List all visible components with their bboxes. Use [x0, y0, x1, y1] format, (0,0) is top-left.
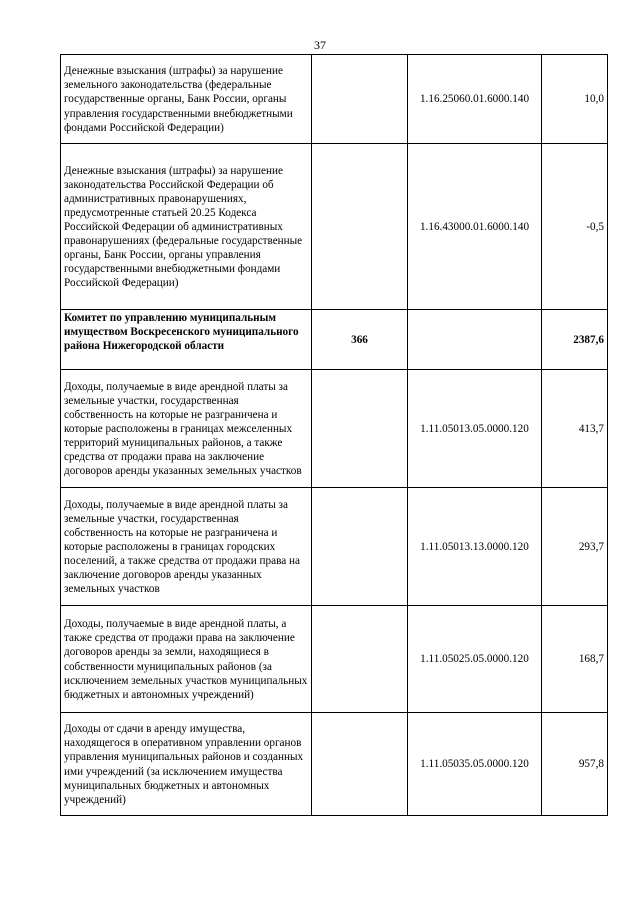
table-row	[61, 713, 608, 816]
row-amount: 957,8	[542, 713, 608, 816]
row-budget-code: 1.11.05013.13.0000.120	[408, 488, 542, 606]
row-budget-code	[408, 310, 542, 370]
row-admin-code	[312, 144, 408, 310]
row-name: Комитет по управлению муниципальным имуществом Воскресенского муниципального района Нижегородской области	[61, 310, 312, 370]
table-row	[61, 488, 608, 606]
row-admin-code	[312, 713, 408, 816]
row-name: Доходы, получаемые в виде арендной платы за земельные участки, государственная собственность на которые не разграничена и которые расположены в границах межселенных территорий муниципальных районов, а также средства от продажи права на заключение договоров аренды указанных земельных участков	[61, 370, 312, 488]
row-amount: 413,7	[542, 370, 608, 488]
row-amount: 168,7	[542, 606, 608, 713]
revenue-table	[60, 54, 608, 816]
table-row	[61, 144, 608, 310]
page-number: 37	[314, 38, 326, 52]
row-amount: 2387,6	[542, 310, 608, 370]
row-admin-code	[312, 488, 408, 606]
table-row	[61, 606, 608, 713]
row-amount: 293,7	[542, 488, 608, 606]
table-row	[61, 55, 608, 144]
row-budget-code: 1.16.25060.01.6000.140	[408, 55, 542, 144]
row-budget-code: 1.11.05025.05.0000.120	[408, 606, 542, 713]
row-admin-code: 366	[312, 310, 408, 370]
row-amount: 10,0	[542, 55, 608, 144]
row-name: Денежные взыскания (штрафы) за нарушение земельного законодательства (федеральные государственные органы, Банк России, органы управления государственными внебюджетными фондами Российской Федерации)	[61, 55, 312, 144]
row-name: Доходы от сдачи в аренду имущества, находящегося в оперативном управлении органов управления муниципальных районов и созданных ими учреждений (за исключением имущества муниципальных бюджетных и автономных учреждений)	[61, 713, 312, 816]
row-admin-code	[312, 370, 408, 488]
row-budget-code: 1.16.43000.01.6000.140	[408, 144, 542, 310]
row-name: Доходы, получаемые в виде арендной платы, а также средства от продажи права на заключение договоров аренды за земли, находящиеся в собственности муниципальных районов (за исключением земельных участков муниципальных бюджетных и автономных учреждений)	[61, 606, 312, 713]
row-admin-code	[312, 606, 408, 713]
row-name: Денежные взыскания (штрафы) за нарушение законодательства Российской Федерации об административных правонарушениях, предусмотренные статьей 20.25 Кодекса Российской Федерации об административных правонарушениях (федеральные государственные органы, Банк России, органы управления государственными внебюджетными фондами Российской Федерации)	[61, 144, 312, 310]
row-admin-code	[312, 55, 408, 144]
row-budget-code: 1.11.05035.05.0000.120	[408, 713, 542, 816]
row-name: Доходы, получаемые в виде арендной платы за земельные участки, государственная собственность на которые не разграничена и которые расположены в границах городских поселений, а также средства от продажи права на заключение договоров аренды указанных земельных участков	[61, 488, 312, 606]
table-row-committee	[61, 310, 608, 370]
row-budget-code: 1.11.05013.05.0000.120	[408, 370, 542, 488]
row-amount: -0,5	[542, 144, 608, 310]
table-row	[61, 370, 608, 488]
